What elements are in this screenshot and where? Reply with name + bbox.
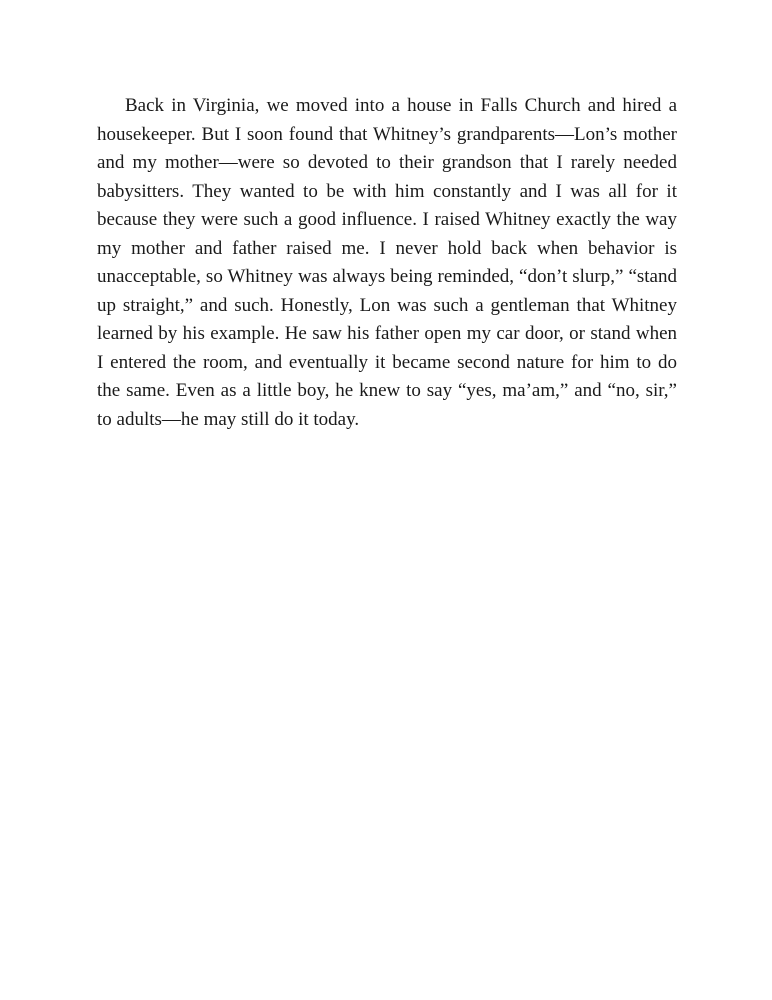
paragraph-line: Back in Virginia, we moved into a house in Falls Church and hired a (125, 95, 677, 116)
paragraph-line: up straight,” and such. Honestly, Lon was such a gentleman that Whitney (97, 294, 677, 316)
paragraph-line: to adults—he may still do it today. (97, 408, 360, 430)
paragraph-line: housekeeper. But I soon found that Whitney’s grandparents—Lon’s mother (97, 123, 677, 145)
paragraph-line: babysitters. They wanted to be with him constantly and I was all for it (97, 180, 677, 202)
paragraph-line: my mother and father raised me. I never hold back when behavior is (97, 237, 677, 259)
body-paragraph (97, 92, 677, 434)
paragraph-line: unacceptable, so Whitney was always being reminded, “don’t slurp,” “stand (97, 266, 677, 287)
paragraph-line: learned by his example. He saw his father open my car door, or stand when (97, 323, 677, 344)
paragraph-line: I entered the room, and eventually it became second nature for him to do (97, 351, 677, 373)
paragraph-line: because they were such a good influence. I raised Whitney exactly the way (97, 209, 677, 230)
paragraph-line: and my mother—were so devoted to their grandson that I rarely needed (97, 152, 677, 173)
paragraph-line: the same. Even as a little boy, he knew to say “yes, ma’am,” and “no, sir,” (97, 380, 677, 401)
